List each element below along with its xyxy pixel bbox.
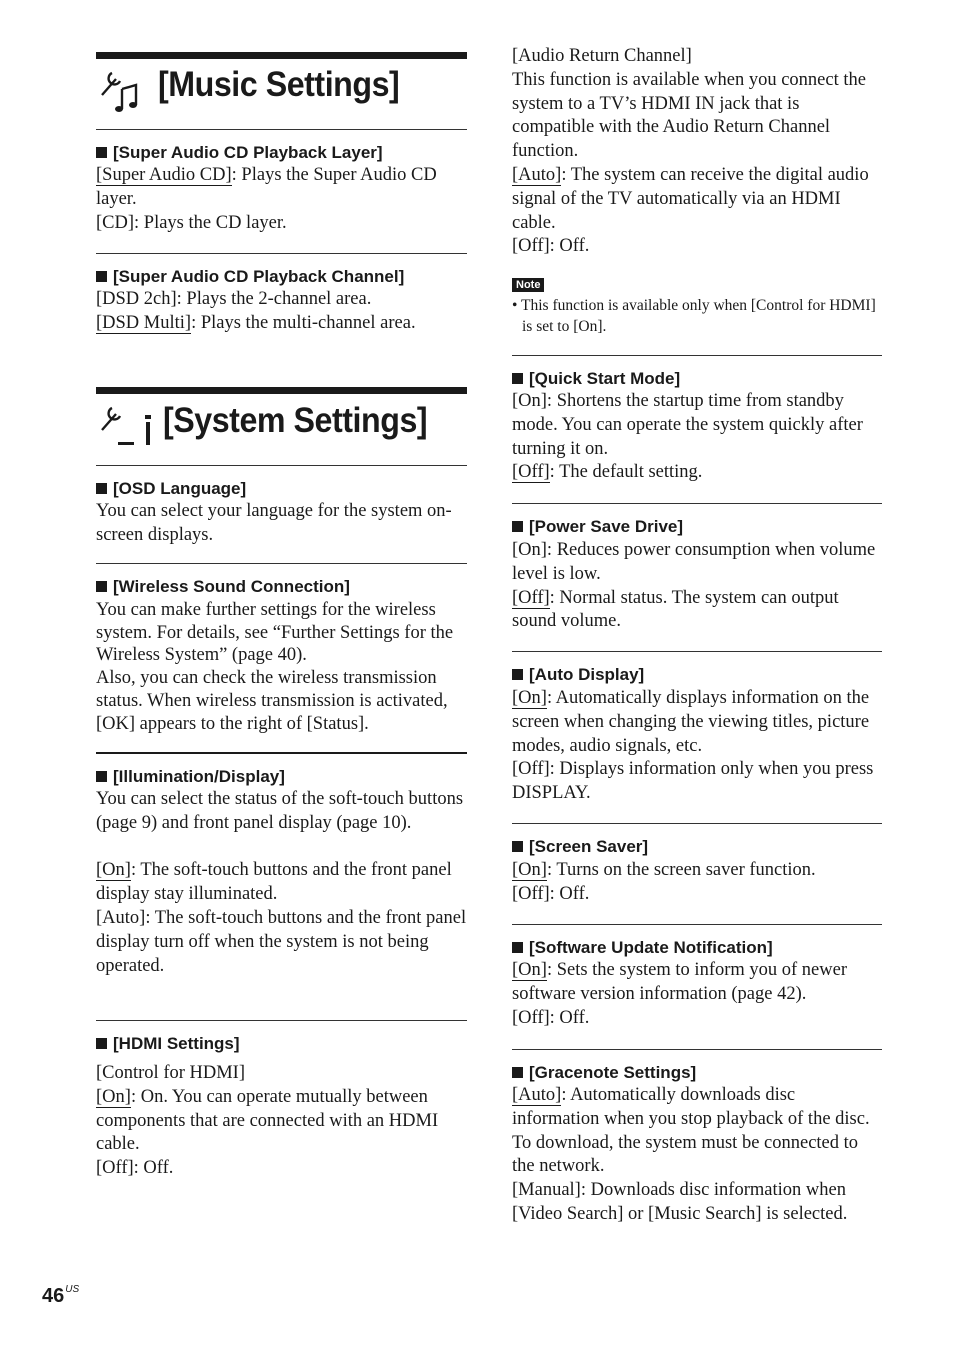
square-bullet-icon: [96, 1038, 107, 1049]
square-bullet-icon: [96, 147, 107, 158]
divider: [512, 355, 882, 356]
item-body-quick-start: [On]: Shortens the startup time from standby mode. You can operate the system quickly after turning it on. [Off]: The default setting.: [512, 391, 863, 483]
divider: [96, 1020, 467, 1021]
item-body-screen-saver: [On]: Turns on the screen saver function. [Off]: Off.: [512, 860, 816, 904]
square-bullet-icon: [512, 942, 523, 953]
item-title-software-update: [Software Update Notification]: [512, 938, 773, 958]
divider: [96, 752, 467, 754]
divider: [96, 253, 467, 254]
square-bullet-icon: [512, 373, 523, 384]
item-body-auto-display: [On]: Automatically displays information on the screen when changing the viewing titles, picture modes, audio signals, etc. [Off]: Displays information only when you press DISPLAY.: [512, 688, 874, 804]
divider: [512, 924, 882, 925]
note-text: • This function is available only when [Control for HDMI] is set to [On].: [512, 297, 876, 335]
square-bullet-icon: [96, 771, 107, 782]
square-bullet-icon: [96, 483, 107, 494]
item-body-osd-language: You can select your language for the system on-screen displays.: [96, 501, 452, 545]
item-title-osd-language: [OSD Language]: [96, 479, 246, 499]
wrench-music-icon: [98, 67, 140, 118]
page-number: $46^{US}$: [42, 1284, 80, 1307]
system-settings-header: [96, 387, 467, 471]
item-body-sacd-channel: [DSD 2ch]: Plays the 2-channel area. [DSD Multi]: Plays the multi-channel area.: [96, 289, 416, 333]
item-title-screen-saver: [Screen Saver]: [512, 837, 648, 857]
wrench-settings-icon: [98, 402, 158, 453]
item-body-software-update: [On]: Sets the system to inform you of newer software version information (page 42). [Off]: Off.: [512, 960, 848, 1028]
note-badge: Note: [512, 278, 544, 292]
divider: [512, 1049, 882, 1050]
item-title-auto-display: [Auto Display]: [512, 665, 644, 685]
item-title-power-save: [Power Save Drive]: [512, 517, 683, 537]
divider: [512, 503, 882, 504]
square-bullet-icon: [512, 521, 523, 532]
square-bullet-icon: [96, 581, 107, 592]
item-body-sacd-layer: [Super Audio CD]: Plays the Super Audio CD layer. [CD]: Plays the CD layer.: [96, 165, 437, 233]
item-body-illumination: You can select the status of the soft-touch buttons (page 9) and front panel display (page 10). [On]: The soft-touch buttons and the front panel display stay illuminated. [Auto]: The soft-touch buttons and the front panel display turn off when the system is not being operated.: [96, 789, 467, 976]
divider: [512, 651, 882, 652]
system-settings-title: [System Settings]: [163, 401, 428, 440]
item-body-wireless-sound: You can make further settings for the wireless system. For details, see “Further Settings for the Wireless System” (page 40). Also, you can check the wireless transmission status. When wireless transmission is activated, [OK] appears to the right of [Status].: [96, 600, 454, 734]
item-title-sacd-layer: [Super Audio CD Playback Layer]: [96, 143, 383, 163]
item-title-wireless-sound: [Wireless Sound Connection]: [96, 577, 350, 597]
square-bullet-icon: [512, 1067, 523, 1078]
square-bullet-icon: [96, 271, 107, 282]
item-body-hdmi: [Control for HDMI] [On]: On. You can operate mutually between components that are connected with an HDMI cable. [Off]: Off.: [96, 1063, 439, 1179]
divider: [96, 563, 467, 564]
item-title-quick-start: [Quick Start Mode]: [512, 369, 680, 389]
music-settings-title: [Music Settings]: [158, 65, 400, 104]
divider: [96, 129, 467, 130]
square-bullet-icon: [512, 669, 523, 680]
item-title-gracenote: [Gracenote Settings]: [512, 1063, 696, 1083]
square-bullet-icon: [512, 841, 523, 852]
item-body-audio-return-channel: [Audio Return Channel] This function is available when you connect the system to a TV’s HDMI IN jack that is compatible with the Audio Return Channel function. [Auto]: The system can receive the digital audio signal of the TV automatically via an HDMI cable. [Off]: Off.: [512, 46, 869, 257]
item-body-power-save: [On]: Reduces power consumption when volume level is low. [Off]: Normal status. The system can output sound volume.: [512, 540, 876, 632]
divider: [96, 465, 467, 466]
item-body-gracenote: [Auto]: Automatically downloads disc information when you stop playback of the disc. To download, the system must be connected to the network. [Manual]: Downloads disc information when [Video Search] or [Music Search] is selected.: [512, 1085, 870, 1224]
music-settings-header: [96, 52, 467, 135]
item-title-sacd-channel: [Super Audio CD Playback Channel]: [96, 267, 404, 287]
item-title-illumination: [Illumination/Display]: [96, 767, 285, 787]
item-title-hdmi: [HDMI Settings]: [96, 1034, 240, 1054]
divider: [512, 823, 882, 824]
